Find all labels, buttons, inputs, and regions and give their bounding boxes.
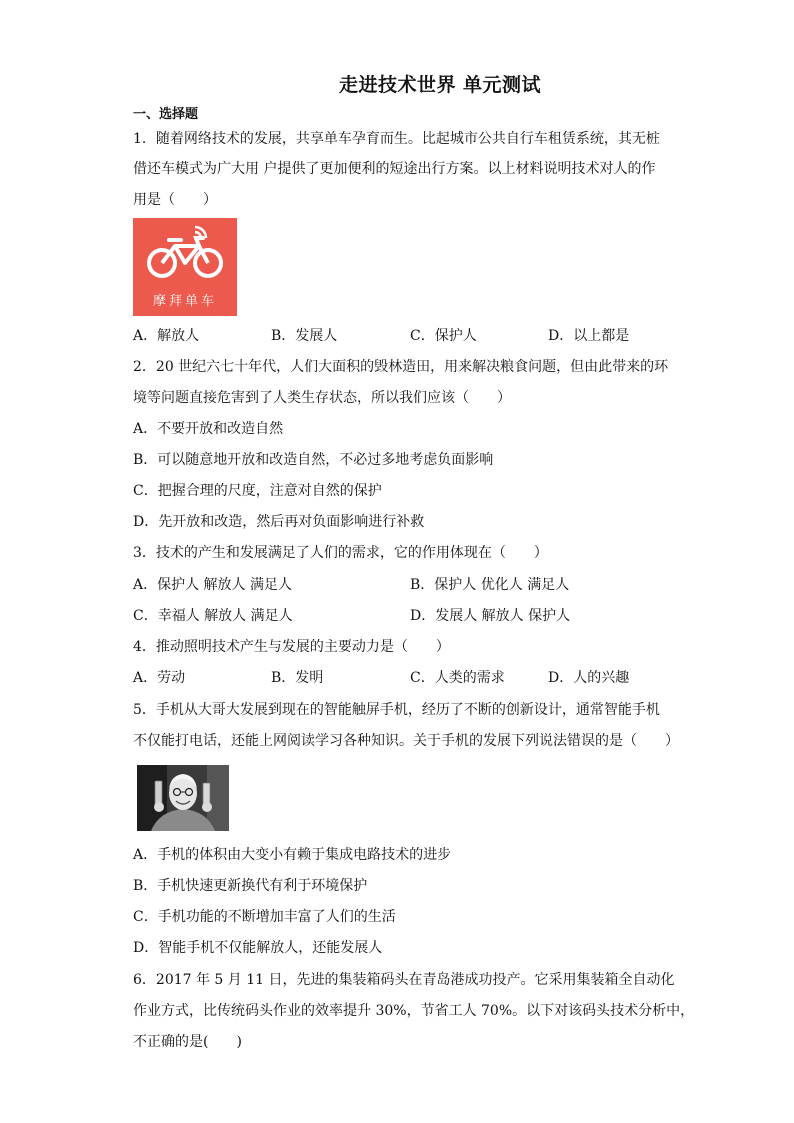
q2-text-line-2: 境等问题直接危害到了人类生存状态，所以我们应该（ ） [133, 390, 511, 406]
q4-option-a[interactable]: A．劳动 [133, 670, 186, 686]
q3-options-row-1 [133, 575, 693, 595]
q1-text-line-2: 借还车模式为广大用 户提供了更加便利的短途出行方案。以上材料说明技术对人的作 [133, 161, 656, 177]
q1-option-b[interactable]: B．发展人 [271, 328, 338, 344]
q1-option-d[interactable]: D．以上都是 [548, 328, 630, 344]
q3-option-b[interactable]: B．保护人 优化人 满足人 [410, 577, 570, 593]
q5-option-d[interactable]: D．智能手机不仅能解放人，还能发展人 [133, 940, 383, 956]
q6-text-line-1: 6．2017 年 5 月 11 日，先进的集装箱码头在青岛港成功投产。它采用集装箱全自动化 [133, 972, 675, 988]
q1-text-line-3: 用是（ ） [133, 192, 217, 208]
q2-option-a[interactable]: A．不要开放和改造自然 [133, 421, 284, 437]
q5-option-a[interactable]: A．手机的体积由大变小有赖于集成电路技术的进步 [133, 847, 452, 863]
q3-option-c[interactable]: C．幸福人 解放人 满足人 [133, 608, 293, 624]
q4-option-c[interactable]: C．人类的需求 [410, 670, 505, 686]
q2-option-d[interactable]: D．先开放和改造，然后再对负面影响进行补救 [133, 514, 425, 530]
bicycle-icon [133, 218, 237, 288]
q3-text-line-1: 3．技术的产生和发展满足了人们的需求，它的作用体现在（ ） [133, 545, 548, 561]
q3-option-a[interactable]: A．保护人 解放人 满足人 [133, 577, 293, 593]
man-with-phone-image [137, 765, 229, 831]
q5-option-c[interactable]: C．手机功能的不断增加丰富了人们的生活 [133, 909, 396, 925]
q3-options-row-2 [133, 606, 693, 626]
q1-option-a[interactable]: A．解放人 [133, 328, 200, 344]
q5-option-b[interactable]: B．手机快速更新换代有利于环境保护 [133, 878, 368, 894]
page-title: 走进技术世界 单元测试 [338, 74, 542, 96]
q4-option-d[interactable]: D．人的兴趣 [548, 670, 630, 686]
q5-text-line-1: 5．手机从大哥大发展到现在的智能触屏手机，经历了不断的创新设计，通常智能手机 [133, 702, 660, 718]
q1-option-c[interactable]: C．保护人 [410, 328, 477, 344]
mobike-logo-image [133, 218, 237, 316]
q1-text-line-1: 1．随着网络技术的发展，共享单车孕育而生。比起城市公共自行车租赁系统，其无桩 [133, 131, 660, 147]
q6-text-line-3: 不正确的是( ) [133, 1034, 242, 1050]
q1-options [133, 326, 693, 346]
q5-text-line-2: 不仅能打电话，还能上网阅读学习各种知识。关于手机的发展下列说法错误的是（ ） [133, 733, 679, 749]
q6-text-line-2: 作业方式，比传统码头作业的效率提升 30%，节省工人 70%。以下对该码头技术分析中， [133, 1003, 695, 1019]
brick-phone-photo [137, 765, 229, 831]
q2-option-b[interactable]: B．可以随意地开放和改造自然，不必过多地考虑负面影响 [133, 452, 494, 468]
q3-option-d[interactable]: D．发展人 解放人 保护人 [410, 608, 571, 624]
q4-text-line-1: 4．推动照明技术产生与发展的主要动力是（ ） [133, 639, 450, 655]
q2-text-line-1: 2．20 世纪六七十年代，人们大面积的毁林造田，用来解决粮食问题，但由此带来的环 [133, 359, 669, 375]
q2-option-c[interactable]: C．把握合理的尺度，注意对自然的保护 [133, 483, 382, 499]
q4-option-b[interactable]: B．发明 [271, 670, 324, 686]
section-heading: 一、选择题 [133, 107, 199, 122]
image-caption: 摩拜单车 [152, 294, 217, 309]
q4-options [133, 668, 693, 688]
